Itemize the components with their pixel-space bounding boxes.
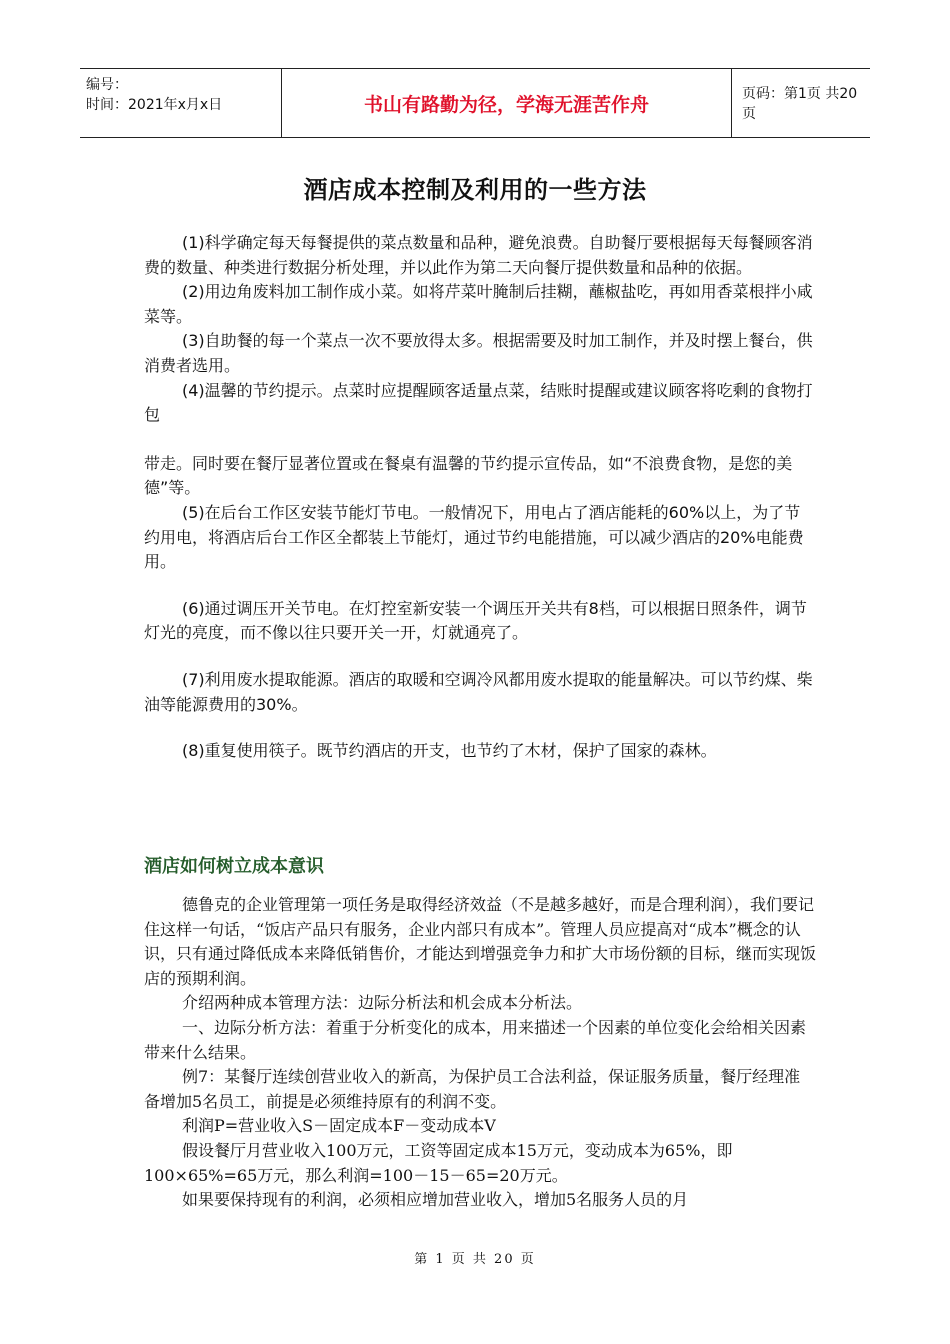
- paragraph: 利润P=营业收入S－固定成本F－变动成本V: [182, 1116, 496, 1136]
- spacer: [144, 575, 816, 597]
- paragraph: 如果要保持现有的利润，必须相应增加营业收入，增加5名服务人员的月: [182, 1190, 689, 1210]
- spacer: [144, 428, 816, 452]
- page-info: 页码：第1页 共20页: [742, 86, 858, 122]
- paragraph: (8)重复使用筷子。既节约酒店的开支，也节约了木材，保护了国家的森林。: [182, 741, 717, 761]
- paragraph: 一、边际分析方法：着重于分析变化的成本，用来描述一个因素的单位变化会给相关因素带来什么结果。: [144, 1017, 807, 1062]
- paragraph: 假设餐厅月营业收入100万元，工资等固定成本15万元，变动成本为65%，即100×65%=65万元，那么利润=100－15－65=20万元。: [144, 1140, 733, 1185]
- paragraph: (3)自助餐的每一个菜点一次不要放得太多。根据需要及时加工制作，并及时摆上餐台，供消费者选用。: [144, 331, 813, 375]
- header-table: [80, 68, 870, 138]
- methods-body: [144, 231, 816, 764]
- page-footer: 第 1 页 共 20 页: [414, 1252, 536, 1267]
- paragraph: 介绍两种成本管理方法：边际分析法和机会成本分析法。: [182, 993, 583, 1013]
- paragraph: 德鲁克的企业管理第一项任务是取得经济效益（不是越多越好，而是合理利润），我们要记住这样一句话，“饭店产品只有服务，企业内部只有成本”。管理人员应提高对“成本”概念的认识，只有通过降低成本来降低销售价，才能达到增强竞争力和扩大市场份额的目标，继而实现饭店的预期利润。: [144, 895, 817, 988]
- paragraph: 例7：某餐厅连续创营业收入的新高，为保护员工合法利益，保证服务质量，餐厅经理准备增加5名员工，前提是必须维持原有的利润不变。: [144, 1067, 801, 1111]
- paragraph: (6)通过调压开关节电。在灯控室新安装一个调压开关共有8档，可以根据日照条件，调节灯光的亮度，而不像以往只要开关一开，灯就通亮了。: [144, 598, 807, 643]
- spacer: [144, 646, 816, 668]
- document-title: 酒店成本控制及利用的一些方法: [303, 176, 647, 204]
- paragraph: 带走。同时要在餐厅显著位置或在餐桌有温馨的节约提示宣传品，如“不浪费食物，是您的美德”等。: [144, 453, 793, 498]
- motto: 书山有路勤为径，学海无涯苦作舟: [282, 69, 732, 137]
- time-label: 时间：2021年x月x日: [86, 97, 223, 113]
- section-body: [144, 893, 816, 1213]
- spacer: [144, 717, 816, 739]
- code-label: 编号：: [86, 77, 128, 93]
- paragraph: (2)用边角废料加工制作成小菜。如将芹菜叶腌制后挂糊，蘸椒盐吃，再如用香菜根拌小咸菜等。: [144, 282, 813, 326]
- paragraph: (1)科学确定每天每餐提供的菜点数量和品种，避免浪费。自助餐厅要根据每天每餐顾客消费的数量、种类进行数据分析处理，并以此作为第二天向餐厅提供数量和品种的依据。: [144, 233, 813, 277]
- paragraph: (7)利用废水提取能源。酒店的取暖和空调冷风都用废水提取的能量解决。可以节约煤、柴油等能源费用的30%。: [144, 669, 813, 714]
- paragraph: (5)在后台工作区安装节能灯节电。一般情况下，用电占了酒店能耗的60%以上，为了节约用电，将酒店后台工作区全都装上节能灯，通过节约电能措施，可以减少酒店的20%电能费用。: [144, 502, 804, 572]
- header-meta-cell: [80, 69, 282, 137]
- paragraph: (4)温馨的节约提示。点菜时应提醒顾客适量点菜，结账时提醒或建议顾客将吃剩的食物打包: [144, 380, 813, 425]
- section-heading: 酒店如何树立成本意识: [144, 856, 324, 877]
